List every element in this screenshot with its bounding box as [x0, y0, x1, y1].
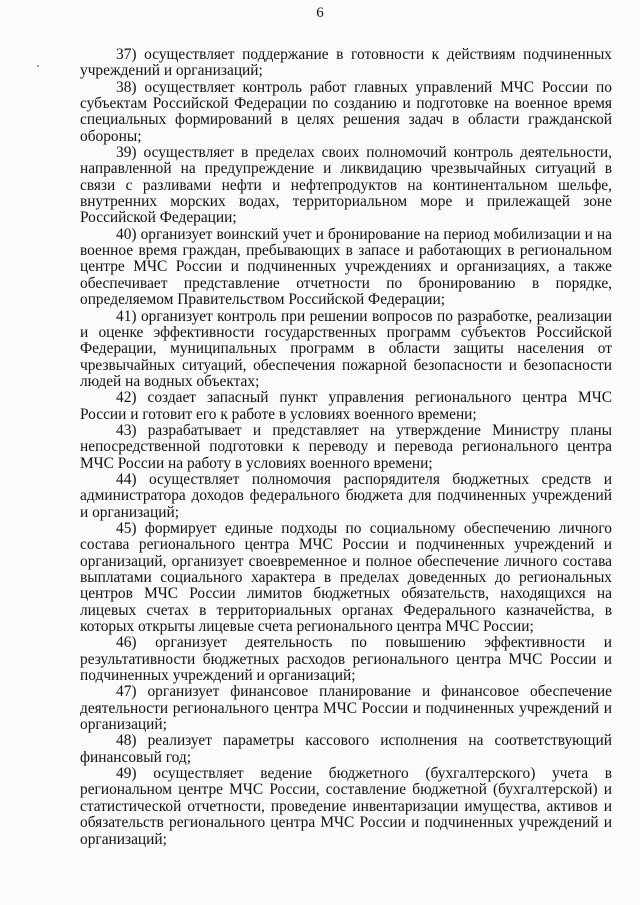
paragraph-41: 41) организует контроль при решении вопросов по разработке, реализации и оценке эффективности государственных программ субъектов Российской Федерации, муниципальных программ в области защиты населения от чрезвычайных ситуаций, обеспечения пожарной безопасности и безопасности людей на водных объектах;	[80, 307, 612, 390]
scan-speck	[37, 65, 39, 67]
paragraph-46: 46) организует деятельность по повышению эффективности и результативности бюджетных расходов регионального центра МЧС России и подчиненных учреждений и организаций;	[80, 634, 612, 685]
paragraph-47: 47) организует финансовое планирование и финансовое обеспечение деятельности регионального центра МЧС России и подчиненных учреждений и организаций;	[80, 683, 612, 734]
paragraph-45: 45) формирует единые подходы по социальному обеспечению личного состава регионального центра МЧС России и подчиненных учреждений и организаций, организует своевременное и полное обеспечение личного состава выплатами социального характера в пределах доведенных до региональных центров МЧС России лимитов бюджетных обязательств, находящихся на лицевых счетах в территориальных органах Федерального казначейства, в которых открыты лицевые счета регионального центра МЧС России;	[80, 519, 612, 636]
document-body	[80, 47, 612, 848]
page-number: 6	[316, 5, 324, 21]
paragraph-39: 39) осуществляет в пределах своих полномочий контроль деятельности, направленной на предупреждение и ликвидацию чрезвычайных ситуаций в связи с разливами нефти и нефтепродуктов на континентальном шельфе, внутренних морских водах, территориальном море и прилежащей зоне Российской Федерации;	[80, 144, 612, 227]
paragraph-38: 38) осуществляет контроль работ главных управлений МЧС России по субъектам Российской Федерации по созданию и подготовке на военное время специальных формирований в целях решения задач в области гражданской обороны;	[80, 78, 612, 145]
paragraph-37: 37) осуществляет поддержание в готовности к действиям подчиненных учреждений и организаций;	[80, 46, 612, 80]
paragraph-42: 42) создает запасный пункт управления регионального центра МЧС России и готовит его к работе в условиях военного времени;	[80, 389, 612, 423]
paragraph-49: 49) осуществляет ведение бюджетного (бухгалтерского) учета в региональном центре МЧС России, составление бюджетной (бухгалтерской) и статистической отчетности, проведение инвентаризации имущества, активов и обязательств регионального центра МЧС России и подчиненных учреждений и организаций;	[80, 765, 612, 848]
paragraph-43: 43) разрабатывает и представляет на утверждение Министру планы непосредственной подготовки к переводу и перевода регионального центра МЧС России на работу в условиях военного времени;	[80, 421, 612, 472]
paragraph-48: 48) реализует параметры кассового исполнения на соответствующий финансовый год;	[80, 732, 612, 766]
paragraph-44: 44) осуществляет полномочия распорядителя бюджетных средств и администратора доходов федерального бюджета для подчиненных учреждений и организаций;	[80, 470, 612, 521]
paragraph-40: 40) организует воинский учет и бронирование на период мобилизации и на военное время граждан, пребывающих в запасе и работающих в региональном центре МЧС России и подчиненных учреждениях и организациях, а также обеспечивает представление отчетности по бронированию в порядке, определяемом Правительством Российской Федерации;	[80, 225, 612, 309]
